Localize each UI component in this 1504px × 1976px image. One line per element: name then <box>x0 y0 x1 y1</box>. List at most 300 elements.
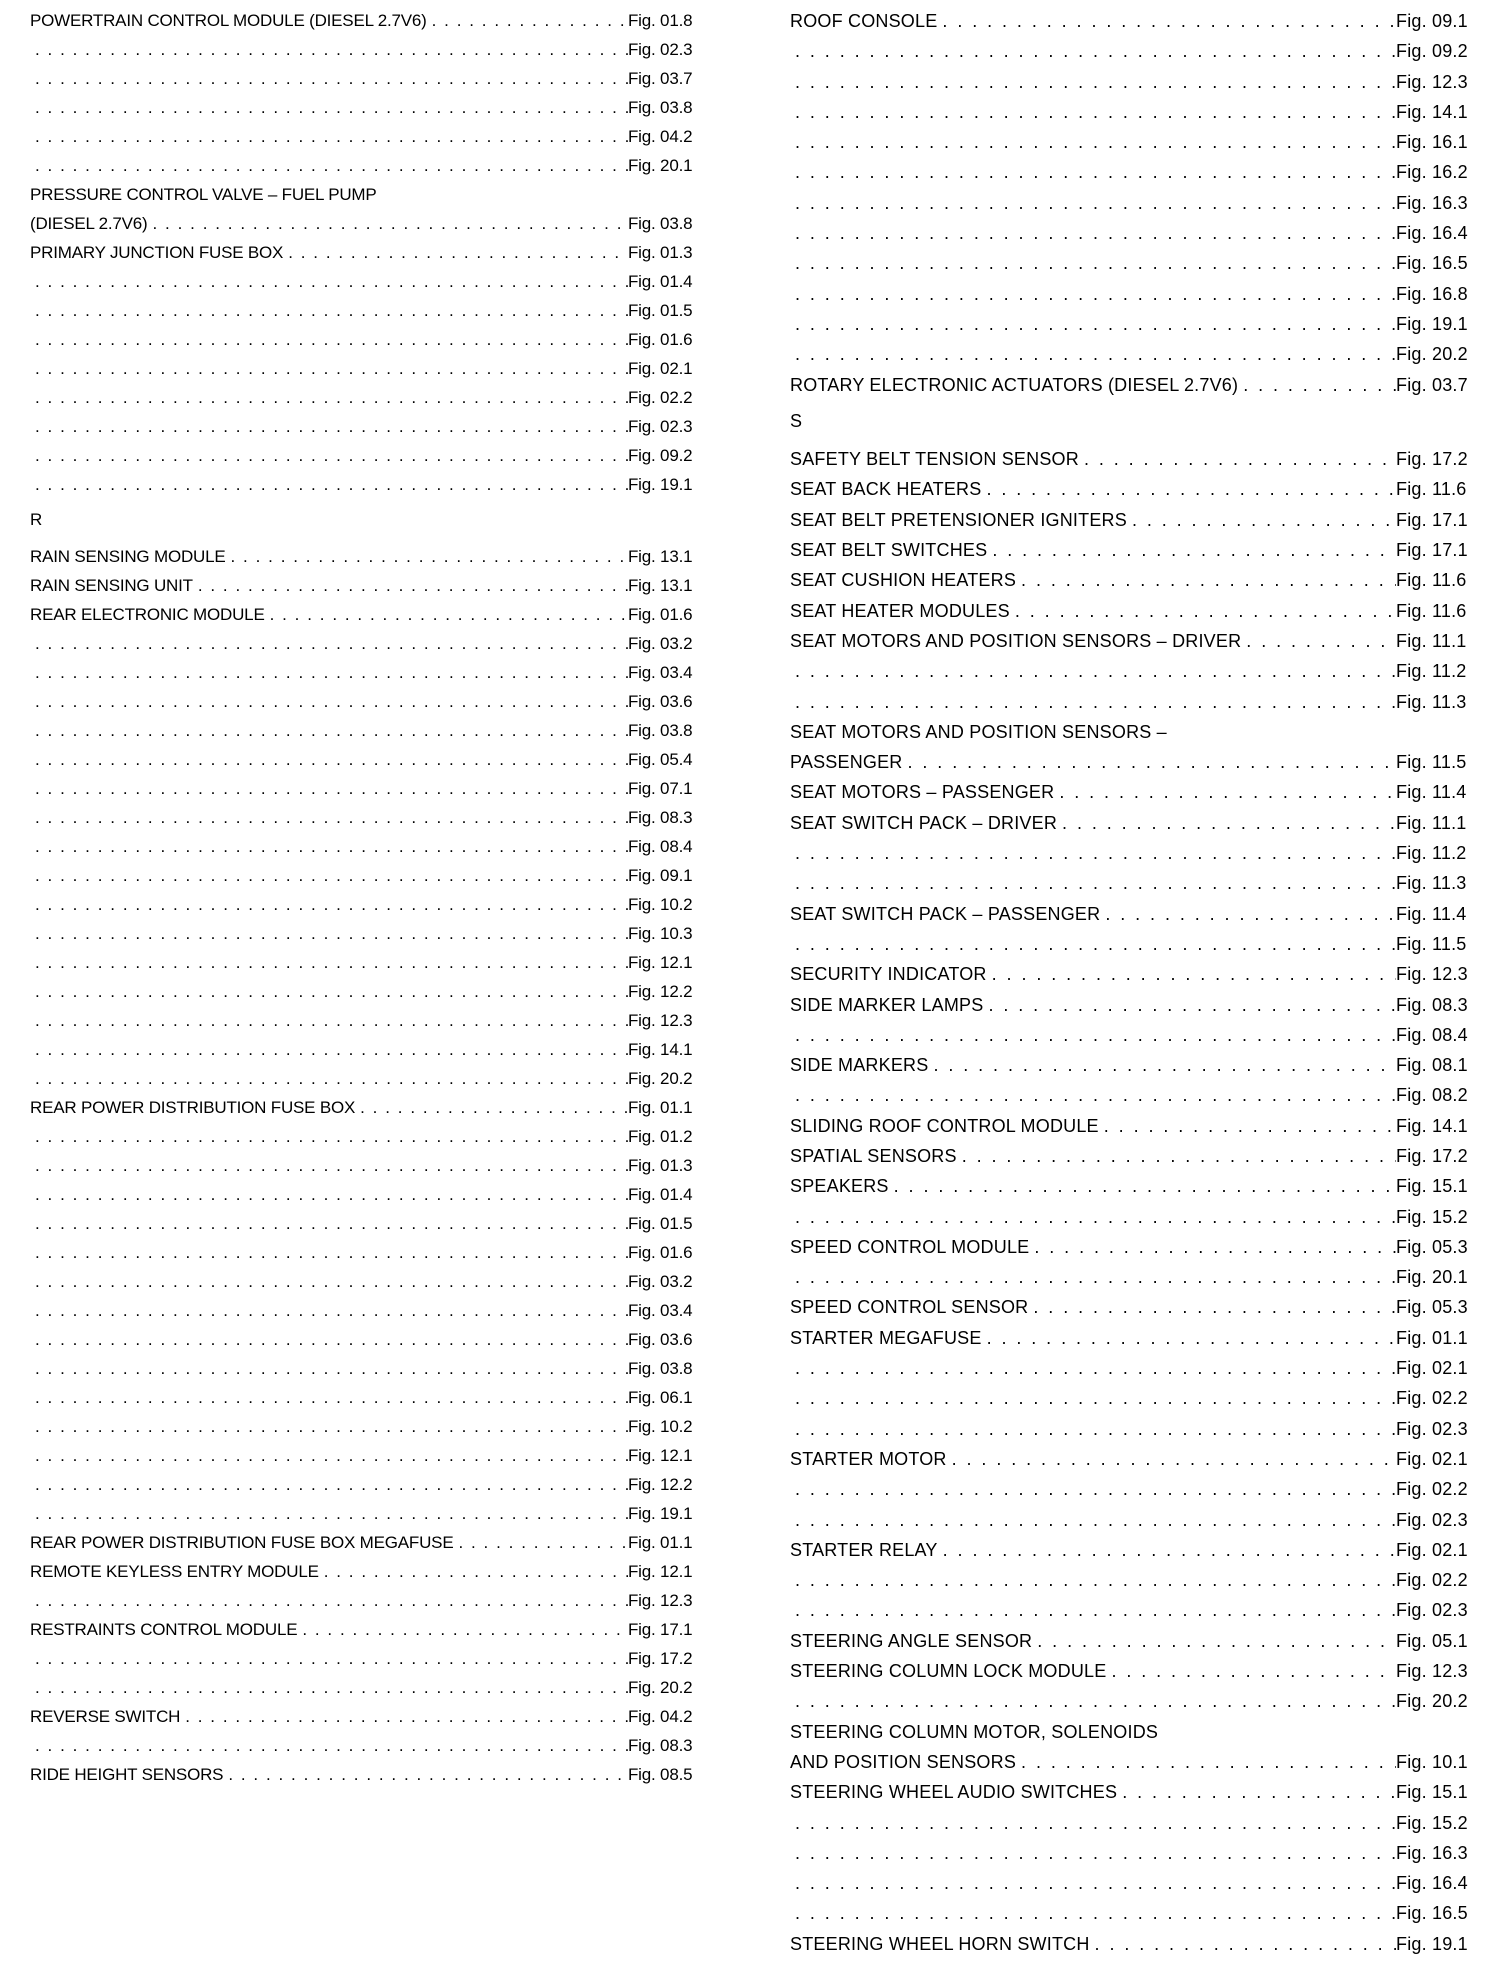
figure-reference: Fig. 08.3 <box>628 808 693 827</box>
dot-leader <box>790 1353 1396 1383</box>
figure-reference: Fig. 08.5 <box>628 1765 693 1784</box>
index-continuation-row <box>30 716 692 745</box>
index-continuation-row <box>790 1474 1470 1504</box>
dot-leader <box>982 1323 1396 1353</box>
dot-leader <box>790 1686 1396 1716</box>
figure-reference: Fig. 03.6 <box>628 692 693 711</box>
index-continuation-row <box>30 1731 692 1760</box>
dot-leader <box>30 1296 628 1325</box>
figure-reference: Fig. 02.1 <box>1396 1448 1468 1469</box>
index-continuation-row <box>30 977 692 1006</box>
index-entry-row <box>790 899 1470 929</box>
figure-reference: Fig. 01.1 <box>628 1098 693 1117</box>
figure-reference: Fig. 01.6 <box>628 330 693 349</box>
index-entry-wrap-row <box>790 717 1470 747</box>
figure-reference: Fig. 03.2 <box>628 1272 693 1291</box>
entry-label: REAR ELECTRONIC MODULE <box>30 605 265 624</box>
figure-reference: Fig. 02.1 <box>1396 1539 1468 1560</box>
index-continuation-row <box>790 1262 1470 1292</box>
dot-leader <box>790 36 1396 66</box>
index-entry-row <box>790 1171 1470 1201</box>
dot-leader <box>226 542 628 571</box>
figure-reference: Fig. 20.2 <box>628 1069 693 1088</box>
index-entry-row <box>790 1111 1470 1141</box>
index-entry-row <box>790 626 1470 656</box>
figure-reference: Fig. 03.4 <box>628 663 693 682</box>
dot-leader <box>30 267 628 296</box>
figure-reference: Fig. 12.3 <box>1396 964 1468 985</box>
entry-label: SEAT BACK HEATERS <box>790 479 982 500</box>
entry-label: STEERING COLUMN LOCK MODULE <box>790 1661 1107 1682</box>
figure-reference: Fig. 15.2 <box>1396 1812 1468 1833</box>
dot-leader <box>790 279 1396 309</box>
entry-label: STEERING WHEEL AUDIO SWITCHES <box>790 1782 1118 1803</box>
index-entry-row <box>30 571 692 600</box>
dot-leader <box>790 1868 1396 1898</box>
index-entry-row <box>30 6 692 35</box>
index-continuation-row <box>790 656 1470 686</box>
index-entry-row <box>790 565 1470 595</box>
figure-reference: Fig. 01.5 <box>628 1214 693 1233</box>
dot-leader <box>30 1238 628 1267</box>
index-entry-row <box>30 1093 692 1122</box>
figure-reference: Fig. 05.1 <box>1396 1630 1468 1651</box>
dot-leader <box>790 1505 1396 1535</box>
entry-label: STEERING ANGLE SENSOR <box>790 1630 1033 1651</box>
index-continuation-row <box>790 1505 1470 1535</box>
figure-reference: Fig. 01.1 <box>628 1533 693 1552</box>
dot-leader <box>30 1267 628 1296</box>
dot-leader <box>30 1354 628 1383</box>
dot-leader <box>790 1262 1396 1292</box>
figure-reference: Fig. 08.1 <box>1396 1055 1468 1076</box>
figure-reference: Fig. 10.2 <box>628 895 693 914</box>
figure-reference: Fig. 03.6 <box>628 1330 693 1349</box>
dot-leader <box>30 1673 628 1702</box>
figure-reference: Fig. 05.3 <box>1396 1297 1468 1318</box>
dot-leader <box>1090 1929 1396 1959</box>
index-continuation-row <box>30 151 692 180</box>
index-continuation-row <box>30 861 692 890</box>
entry-label: SEAT MOTORS AND POSITION SENSORS – <box>790 721 1167 742</box>
entry-label: SEAT MOTORS AND POSITION SENSORS – DRIVER <box>790 630 1242 651</box>
figure-reference: Fig. 09.2 <box>628 446 693 465</box>
index-continuation-row <box>790 67 1470 97</box>
index-entry-row <box>790 1141 1470 1171</box>
index-continuation-row <box>790 1414 1470 1444</box>
dot-leader <box>1079 444 1396 474</box>
figure-reference: Fig. 12.3 <box>628 1011 693 1030</box>
dot-leader <box>30 1383 628 1412</box>
index-continuation-row <box>790 218 1470 248</box>
index-continuation-row <box>30 1441 692 1470</box>
index-continuation-row <box>790 1838 1470 1868</box>
figure-reference: Fig. 19.1 <box>1396 313 1468 334</box>
dot-leader <box>790 157 1396 187</box>
dot-leader <box>30 64 628 93</box>
section-letter: R <box>30 510 43 529</box>
entry-label: ROTARY ELECTRONIC ACTUATORS (DIESEL 2.7V6) <box>790 374 1239 395</box>
index-continuation-row <box>30 93 692 122</box>
dot-leader <box>1016 565 1396 595</box>
index-section-header <box>30 505 692 534</box>
figure-reference: Fig. 03.8 <box>628 721 693 740</box>
index-continuation-row <box>30 1180 692 1209</box>
dot-leader <box>790 67 1396 97</box>
entry-label: SPEED CONTROL SENSOR <box>790 1297 1029 1318</box>
dot-leader <box>355 1093 628 1122</box>
entry-label: SEAT SWITCH PACK – PASSENGER <box>790 903 1101 924</box>
dot-leader <box>1010 596 1396 626</box>
dot-leader <box>30 919 628 948</box>
index-continuation-row <box>790 188 1470 218</box>
index-continuation-row <box>30 919 692 948</box>
index-continuation-row <box>790 1020 1470 1050</box>
figure-reference: Fig. 20.2 <box>628 1678 693 1697</box>
index-entry-row <box>790 959 1470 989</box>
entry-label: SIDE MARKERS <box>790 1055 929 1076</box>
dot-leader <box>30 1122 628 1151</box>
figure-reference: Fig. 10.3 <box>628 924 693 943</box>
dot-leader <box>1100 899 1396 929</box>
dot-leader <box>148 209 628 238</box>
figure-reference: Fig. 01.4 <box>628 272 693 291</box>
section-letter: S <box>790 410 803 431</box>
figure-reference: Fig. 12.2 <box>628 982 693 1001</box>
index-continuation-row <box>30 1499 692 1528</box>
index-continuation-row <box>30 325 692 354</box>
figure-reference: Fig. 06.1 <box>628 1388 693 1407</box>
entry-label: SEAT MOTORS – PASSENGER <box>790 782 1055 803</box>
dot-leader <box>30 151 628 180</box>
figure-reference: Fig. 02.2 <box>628 388 693 407</box>
dot-leader <box>30 629 628 658</box>
figure-reference: Fig. 12.1 <box>628 1446 693 1465</box>
figure-reference: Fig. 12.3 <box>628 1591 693 1610</box>
dot-leader <box>1057 808 1396 838</box>
figure-reference: Fig. 17.2 <box>628 1649 693 1668</box>
index-continuation-row <box>30 658 692 687</box>
index-continuation-row <box>30 687 692 716</box>
dot-leader <box>30 658 628 687</box>
index-continuation-row <box>30 354 692 383</box>
index-entry-row <box>790 1747 1470 1777</box>
index-continuation-row <box>790 1898 1470 1928</box>
dot-leader <box>937 6 1396 36</box>
dot-leader <box>1029 1232 1396 1262</box>
index-continuation-row <box>790 838 1470 868</box>
figure-reference: Fig. 03.4 <box>628 1301 693 1320</box>
index-continuation-row <box>30 1383 692 1412</box>
entry-label: SIDE MARKER LAMPS <box>790 994 984 1015</box>
dot-leader <box>903 747 1397 777</box>
index-continuation-row <box>790 339 1470 369</box>
dot-leader <box>30 1209 628 1238</box>
dot-leader <box>1106 1656 1396 1686</box>
index-entry-row <box>790 1777 1470 1807</box>
index-continuation-row <box>30 296 692 325</box>
dot-leader <box>790 929 1396 959</box>
figure-reference: Fig. 03.2 <box>628 634 693 653</box>
figure-reference: Fig. 17.2 <box>1396 1145 1468 1166</box>
index-continuation-row <box>30 774 692 803</box>
figure-reference: Fig. 09.1 <box>628 866 693 885</box>
index-entry-row <box>30 1557 692 1586</box>
index-continuation-row <box>790 1383 1470 1413</box>
figure-reference: Fig. 08.2 <box>1396 1085 1468 1106</box>
index-entry-row <box>790 808 1470 838</box>
figure-reference: Fig. 02.1 <box>1396 1358 1468 1379</box>
index-continuation-row <box>30 441 692 470</box>
index-continuation-row <box>30 745 692 774</box>
index-entry-row <box>30 1760 692 1789</box>
figure-reference: Fig. 01.5 <box>628 301 693 320</box>
figure-reference: Fig. 01.8 <box>628 11 693 30</box>
figure-reference: Fig. 01.1 <box>1396 1327 1468 1348</box>
dot-leader <box>30 1731 628 1760</box>
dot-leader <box>297 1615 628 1644</box>
index-entry-row <box>30 600 692 629</box>
figure-reference: Fig. 02.3 <box>628 40 693 59</box>
figure-reference: Fig. 16.3 <box>1396 192 1468 213</box>
dot-leader <box>1238 370 1396 400</box>
figure-reference: Fig. 14.1 <box>1396 1115 1468 1136</box>
figure-reference: Fig. 01.3 <box>628 243 693 262</box>
figure-reference: Fig. 09.1 <box>1396 11 1468 31</box>
index-continuation-row <box>790 687 1470 717</box>
index-continuation-row <box>30 122 692 151</box>
entry-label: RIDE HEIGHT SENSORS <box>30 1765 224 1784</box>
dot-leader <box>453 1528 628 1557</box>
entry-label: REAR POWER DISTRIBUTION FUSE BOX MEGAFUSE <box>30 1533 454 1552</box>
figure-reference: Fig. 02.3 <box>1396 1600 1468 1621</box>
index-entry-row <box>790 505 1470 535</box>
index-continuation-row <box>30 803 692 832</box>
index-continuation-row <box>790 1808 1470 1838</box>
dot-leader <box>790 687 1396 717</box>
figure-reference: Fig. 19.1 <box>1396 1933 1468 1954</box>
index-continuation-row <box>790 1868 1470 1898</box>
figure-reference: Fig. 17.1 <box>628 1620 693 1639</box>
figure-reference: Fig. 16.1 <box>1396 132 1468 153</box>
figure-reference: Fig. 08.3 <box>1396 994 1468 1015</box>
dot-leader <box>30 948 628 977</box>
index-entry-row <box>790 444 1470 474</box>
entry-label: STARTER MEGAFUSE <box>790 1327 982 1348</box>
index-entry-row <box>790 1292 1470 1322</box>
dot-leader <box>790 1838 1396 1868</box>
index-continuation-row <box>790 1202 1470 1232</box>
index-entry-row <box>790 6 1470 36</box>
dot-leader <box>790 248 1396 278</box>
figure-reference: Fig. 16.4 <box>1396 1873 1468 1894</box>
figure-reference: Fig. 20.2 <box>1396 344 1468 365</box>
figure-reference: Fig. 03.7 <box>628 69 693 88</box>
figure-reference: Fig. 03.8 <box>628 214 693 233</box>
index-entry-wrap-row <box>790 1717 1470 1747</box>
index-continuation-row <box>30 1122 692 1151</box>
index-continuation-row <box>790 248 1470 278</box>
dot-leader <box>790 339 1396 369</box>
entry-label: STEERING WHEEL HORN SWITCH <box>790 1933 1090 1954</box>
dot-leader <box>957 1141 1396 1171</box>
figure-reference: Fig. 01.4 <box>628 1185 693 1204</box>
entry-label: SEAT BELT PRETENSIONER IGNITERS <box>790 509 1127 530</box>
dot-leader <box>30 1180 628 1209</box>
figure-reference: Fig. 03.7 <box>1396 374 1468 395</box>
index-continuation-row <box>790 279 1470 309</box>
index-entry-row <box>790 1656 1470 1686</box>
figure-reference: Fig. 02.3 <box>1396 1418 1468 1439</box>
entry-label: SAFETY BELT TENSION SENSOR <box>790 449 1079 470</box>
dot-leader <box>30 383 628 412</box>
dot-leader <box>193 571 628 600</box>
index-continuation-row <box>790 929 1470 959</box>
entry-label: PRESSURE CONTROL VALVE – FUEL PUMP <box>30 185 377 204</box>
dot-leader <box>319 1557 628 1586</box>
dot-leader <box>790 868 1396 898</box>
dot-leader <box>30 1470 628 1499</box>
index-continuation-row <box>30 1412 692 1441</box>
index-continuation-row <box>30 1586 692 1615</box>
index-continuation-row <box>790 97 1470 127</box>
dot-leader <box>1241 626 1396 656</box>
index-entry-row <box>30 238 692 267</box>
dot-leader <box>30 861 628 890</box>
dot-leader <box>30 1064 628 1093</box>
figure-reference: Fig. 05.4 <box>628 750 693 769</box>
figure-reference: Fig. 09.2 <box>1396 41 1468 62</box>
dot-leader <box>1028 1292 1396 1322</box>
dot-leader <box>790 1414 1396 1444</box>
figure-reference: Fig. 11.5 <box>1396 933 1467 954</box>
figure-reference: Fig. 16.5 <box>1396 1903 1468 1924</box>
dot-leader <box>283 238 628 267</box>
figure-reference: Fig. 16.5 <box>1396 253 1468 274</box>
entry-label: POWERTRAIN CONTROL MODULE (DIESEL 2.7V6) <box>30 11 427 30</box>
dot-leader <box>30 354 628 383</box>
dot-leader <box>790 1383 1396 1413</box>
dot-leader <box>30 803 628 832</box>
dot-leader <box>987 959 1396 989</box>
dot-leader <box>1054 777 1396 807</box>
figure-reference: Fig. 02.3 <box>628 417 693 436</box>
index-continuation-row <box>30 1006 692 1035</box>
figure-reference: Fig. 14.1 <box>628 1040 693 1059</box>
dot-leader <box>30 412 628 441</box>
entry-label: RESTRAINTS CONTROL MODULE <box>30 1620 298 1639</box>
figure-reference: Fig. 11.3 <box>1396 873 1467 894</box>
dot-leader <box>30 441 628 470</box>
index-entry-row <box>790 777 1470 807</box>
dot-leader <box>1127 505 1396 535</box>
dot-leader <box>790 218 1396 248</box>
figure-reference: Fig. 17.2 <box>1396 449 1468 470</box>
figure-reference: Fig. 20.1 <box>1396 1267 1468 1288</box>
figure-reference: Fig. 14.1 <box>1396 101 1468 122</box>
figure-reference: Fig. 11.6 <box>1396 600 1467 621</box>
index-entry-row <box>790 370 1470 400</box>
figure-reference: Fig. 13.1 <box>628 576 693 595</box>
index-continuation-row <box>30 1296 692 1325</box>
figure-reference: Fig. 07.1 <box>628 779 693 798</box>
dot-leader <box>30 687 628 716</box>
dot-leader <box>1016 1747 1396 1777</box>
index-continuation-row <box>790 309 1470 339</box>
entry-label: REVERSE SWITCH <box>30 1707 181 1726</box>
dot-leader <box>30 1035 628 1064</box>
dot-leader <box>889 1171 1396 1201</box>
index-continuation-row <box>30 1325 692 1354</box>
figure-reference: Fig. 15.1 <box>1396 1176 1468 1197</box>
index-continuation-row <box>30 267 692 296</box>
dot-leader <box>1117 1777 1396 1807</box>
figure-reference: Fig. 04.2 <box>628 1707 693 1726</box>
figure-reference: Fig. 16.3 <box>1396 1842 1468 1863</box>
figure-reference: Fig. 15.2 <box>1396 1206 1468 1227</box>
figure-reference: Fig. 16.8 <box>1396 283 1468 304</box>
dot-leader <box>790 1565 1396 1595</box>
entry-label: STARTER RELAY <box>790 1539 938 1560</box>
index-continuation-row <box>30 629 692 658</box>
entry-label: SECURITY INDICATOR <box>790 964 987 985</box>
figure-reference: Fig. 01.6 <box>628 605 693 624</box>
index-entry-row <box>790 1323 1470 1353</box>
dot-leader <box>30 890 628 919</box>
dot-leader <box>30 325 628 354</box>
index-entry-row <box>30 1528 692 1557</box>
index-entry-row <box>790 596 1470 626</box>
dot-leader <box>30 122 628 151</box>
entry-label: SLIDING ROOF CONTROL MODULE <box>790 1115 1099 1136</box>
index-entry-row <box>790 990 1470 1020</box>
index-entry-wrap-row <box>30 180 692 209</box>
index-continuation-row <box>30 470 692 499</box>
figure-reference: Fig. 11.5 <box>1396 752 1467 773</box>
figure-reference: Fig. 01.3 <box>628 1156 693 1175</box>
dot-leader <box>790 1020 1396 1050</box>
figure-reference: Fig. 11.4 <box>1396 903 1467 924</box>
figure-reference: Fig. 17.1 <box>1396 540 1468 561</box>
entry-label: SEAT HEATER MODULES <box>790 600 1010 621</box>
dot-leader <box>30 1151 628 1180</box>
figure-reference: Fig. 12.3 <box>1396 71 1468 92</box>
index-entry-row <box>790 1929 1470 1959</box>
index-continuation-row <box>790 157 1470 187</box>
index-entry-row <box>30 542 692 571</box>
dot-leader <box>981 474 1396 504</box>
entry-label: PASSENGER <box>790 752 903 773</box>
index-column-right <box>790 6 1470 1959</box>
index-entry-row <box>790 474 1470 504</box>
figure-reference: Fig. 08.4 <box>1396 1024 1468 1045</box>
dot-leader <box>30 1499 628 1528</box>
dot-leader <box>790 1202 1396 1232</box>
entry-label: SPEED CONTROL MODULE <box>790 1236 1030 1257</box>
index-continuation-row <box>30 1238 692 1267</box>
index-continuation-row <box>790 1595 1470 1625</box>
dot-leader <box>30 1006 628 1035</box>
figure-reference: Fig. 19.1 <box>628 1504 693 1523</box>
dot-leader <box>947 1444 1396 1474</box>
figure-reference: Fig. 11.1 <box>1396 812 1467 833</box>
index-continuation-row <box>790 1080 1470 1110</box>
dot-leader <box>790 1808 1396 1838</box>
index-entry-row <box>790 535 1470 565</box>
figure-reference: Fig. 19.1 <box>628 475 693 494</box>
figure-reference: Fig. 11.6 <box>1396 570 1467 591</box>
figure-reference: Fig. 17.1 <box>1396 509 1468 530</box>
